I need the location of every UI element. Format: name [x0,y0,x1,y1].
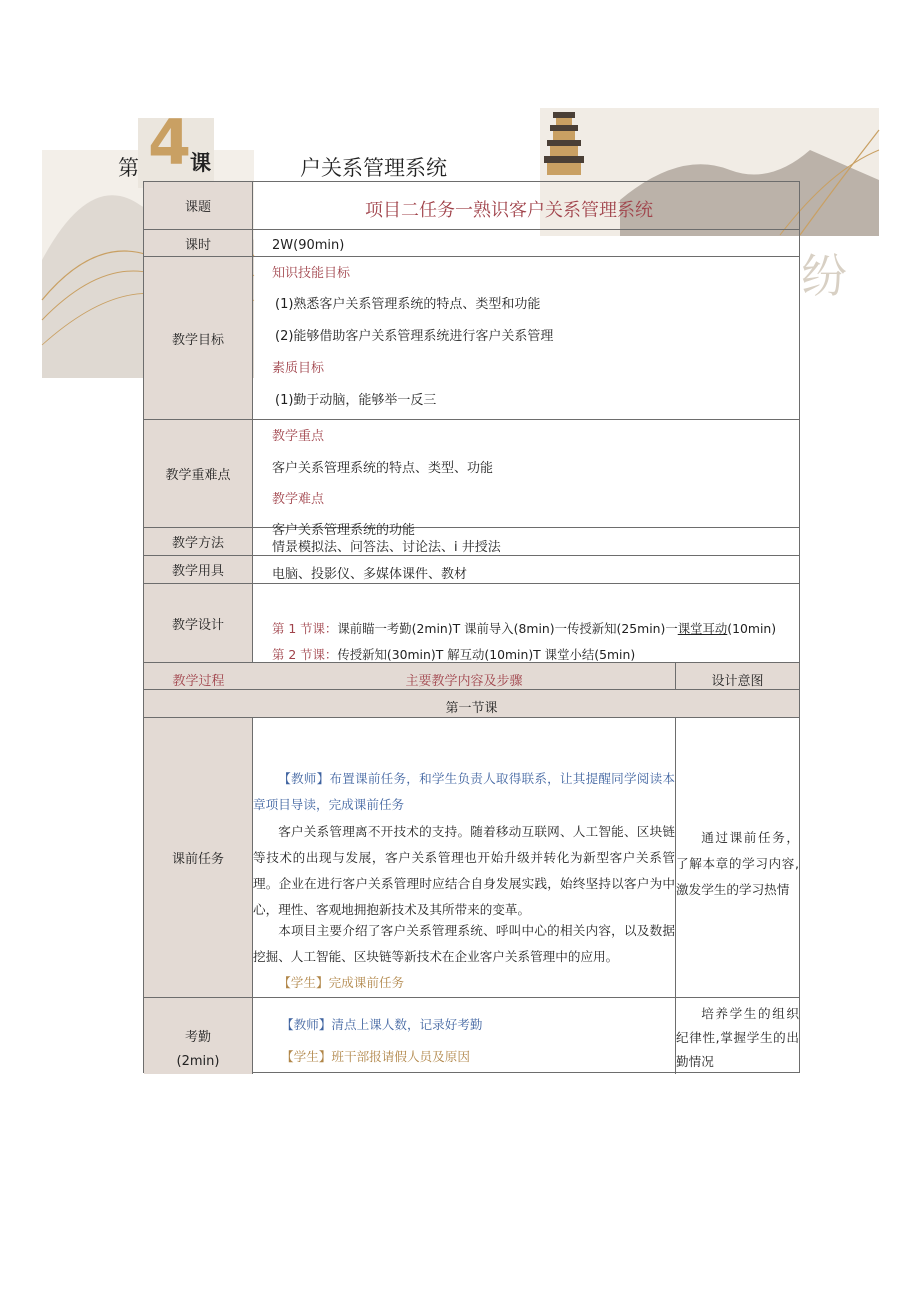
lesson-title: 户关系管理系统 [300,156,447,180]
pre-class-label: 课前任务 [144,718,253,997]
key-points-row [144,420,799,538]
attendance-teacher-tag: 【教师】 [281,1017,332,1032]
attendance-time: (2min) [176,1054,220,1069]
design-line-1 [272,619,776,637]
teacher-text: 布置课前任务，和学生负责人取得联系，让其提醒同学阅读本章项目导读，完成课前任务 [253,771,676,812]
key-text: 客户关系管理系统的特点、类型、功能 [272,461,494,476]
hours-value: 2W(90min) [272,238,345,253]
pre-class-student [253,970,675,996]
design-line-1-text: 课前瞄一考勤(2min)T 课前导入(8min)一传授新知(25min)一 [337,621,678,636]
attendance-content [253,998,675,1074]
design-label: 教学设计 [144,584,253,662]
design-line-2-prefix: 第 2 节课： [272,647,338,662]
pre-class-intent: 通过课前任务，了解本章的学习内容,激发学生的学习热情 [675,718,799,997]
difficult-heading: 教学难点 [272,492,325,507]
tools-row [144,556,799,584]
design-line-2 [272,645,635,663]
process-header-col3: 设计意图 [675,663,799,690]
design-line-1-prefix: 第 1 节课： [272,621,338,636]
difficult-text: 客户关系管理系统的功能 [272,523,416,538]
process-header-col1: 教学过程 [172,674,225,689]
lesson-prefix: 第 [118,156,139,180]
attendance-teacher [281,1014,483,1033]
student-tag: 【学生】 [278,975,329,990]
attendance-teacher-text: 清点上课人数，记录好考勤 [331,1017,483,1032]
tools-value: 电脑、投影仪、多媒体课件、教材 [272,567,468,582]
key-points-label: 教学重难点 [144,420,253,527]
process-header-row [144,663,799,690]
hours-row [144,230,799,257]
design-line-1-tail: (10min) [727,621,777,636]
topic-value: 项目二任务一熟识客户关系管理系统 [365,200,653,221]
lesson-suffix: 课 [190,150,211,175]
knowledge-item-2: (2)能够借助客户关系管理系统进行客户关系管理 [275,329,554,344]
attendance-student [281,1046,470,1065]
section-title: 第一节课 [445,701,498,716]
objectives-row [144,257,799,420]
lesson-number: 4 [148,106,192,179]
design-line-2-text: 传授新知(30min)T 解互动(10min)T 课堂小结(5min) [337,647,636,662]
teacher-tag: 【教师】 [278,771,330,786]
methods-label: 教学方法 [144,528,253,555]
attendance-student-text: 班干部报请假人员及原因 [331,1049,470,1064]
quality-item-1: (1)勤于动脑，能够举一反三 [275,393,437,408]
pre-class-paragraph-1: 客户关系管理离不开技术的支持。随着移动互联网、人工智能、区块链等技术的出现与发展，客户关系管理也开始升级并转化为新型客户关系管理。企业在进行客户关系管理时应结合自身发展实践，始终坚持以客户为中心，理性、客观地拥抱新技术及其所带来的变革。 [253,824,675,917]
tools-label: 教学用具 [144,556,253,583]
attendance-student-tag: 【学生】 [281,1049,332,1064]
lesson-plan-table [143,181,800,1073]
quality-heading: 素质目标 [272,361,325,376]
topic-label: 课题 [144,182,253,229]
attendance-label: 考勤 [184,1030,211,1045]
pre-class-row [144,718,799,998]
methods-value: 情景模拟法、问答法、讨论法、i 井授法 [272,540,501,555]
pre-class-content [253,718,675,997]
knowledge-heading: 知识技能目标 [272,266,351,281]
design-line-1-underlined: 课堂耳动 [677,621,728,636]
knowledge-item-1: (1)熟悉客户关系管理系统的特点、类型和功能 [275,297,541,312]
pre-class-paragraph-2: 本项目主要介绍了客户关系管理系统、呼叫中心的相关内容，以及数据挖掘、人工智能、区块链等新技术在企业客户关系管理中的应用。 [253,923,675,964]
key-heading: 教学重点 [272,429,325,444]
decorative-character: 纷 [801,249,847,303]
attendance-row [144,998,799,1074]
hours-label: 课时 [144,230,253,256]
section-title-row [144,690,799,718]
design-row [144,584,799,663]
attendance-intent: 培养学生的组织纪律性,掌握学生的出勤情况 [675,998,799,1074]
pre-class-teacher [253,766,675,818]
methods-row [144,528,799,556]
objectives-label: 教学目标 [144,257,253,419]
student-text: 完成课前任务 [328,975,405,990]
process-header-col2: 主要教学内容及步骤 [405,674,523,689]
topic-row [144,182,799,230]
